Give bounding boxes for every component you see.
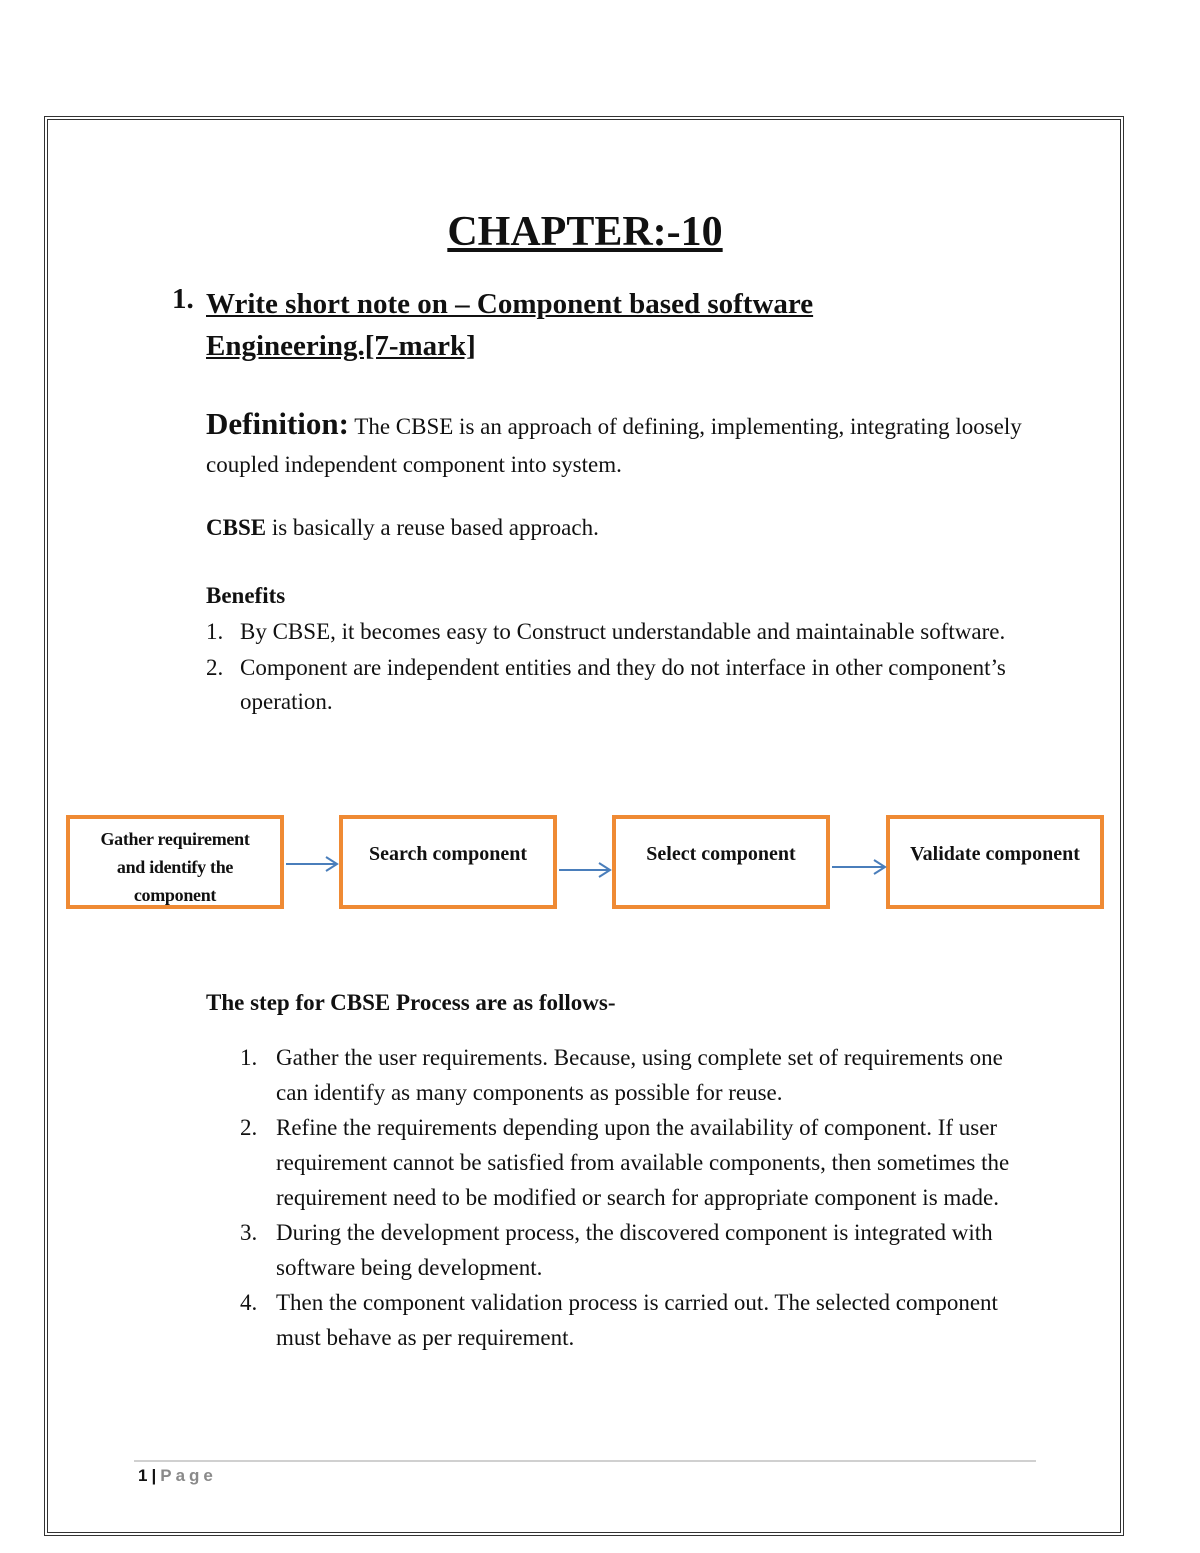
definition-text: The CBSE is an approach of defining, implementing, integrating loosely coupled independent component into system.: [206, 414, 1022, 477]
definition-label: Definition:: [206, 406, 349, 441]
flow-box-line: Search component: [369, 843, 527, 865]
benefit-number: 2.: [206, 655, 224, 680]
arrow-right-icon: [557, 858, 613, 882]
flow-box-line: component: [133, 885, 217, 905]
flow-box-line: Validate component: [910, 843, 1080, 865]
flow-box-validate: [886, 815, 1104, 909]
steps-list: [240, 1040, 1030, 1355]
benefit-text: By CBSE, it becomes easy to Construct understandable and maintainable software.: [240, 619, 1006, 644]
page-number: 1: [138, 1466, 148, 1485]
flow-box-line: Select component: [646, 843, 796, 865]
arrow-right-icon: [830, 855, 888, 879]
step-number: 2.: [240, 1115, 258, 1140]
step-number: 4.: [240, 1290, 258, 1315]
step-text: Then the component validation process is carried out. The selected component must behave as per requirement.: [276, 1290, 998, 1350]
step-item: [240, 1040, 1030, 1110]
reuse-bold-term: CBSE: [206, 515, 267, 540]
flow-box-search: [339, 815, 557, 909]
step-number: 3.: [240, 1220, 258, 1245]
flow-box-line: Gather requirement: [100, 829, 250, 849]
definition-paragraph: [206, 405, 1026, 484]
page-separator: |: [151, 1466, 157, 1485]
reuse-text: is basically a reuse based approach.: [266, 515, 599, 540]
steps-heading: The step for CBSE Process are as follows-: [206, 990, 616, 1015]
benefits-list: [206, 615, 1066, 721]
benefits-heading: Benefits: [206, 583, 286, 608]
step-text: Refine the requirements depending upon the availability of component. If user requirement cannot be satisfied from available components, then sometimes the requirement need to be modified or search for appropriate component is made.: [276, 1115, 1010, 1210]
question-text: Write short note on – Component based software Engineering.[7-mark]: [206, 288, 814, 362]
page-word: Page: [160, 1466, 217, 1485]
step-text: Gather the user requirements. Because, using complete set of requirements one can identify as many components as possible for reuse.: [276, 1045, 1003, 1105]
reuse-paragraph: [206, 515, 599, 541]
step-number: 1.: [240, 1045, 258, 1070]
page-footer: [138, 1466, 217, 1486]
question-number: 1.: [172, 283, 194, 315]
flow-box-line: and identify the: [116, 857, 234, 877]
footer-divider: [134, 1460, 1036, 1462]
benefit-item: [206, 651, 1066, 719]
step-text: During the development process, the discovered component is integrated with software being development.: [276, 1220, 993, 1280]
benefit-text: Component are independent entities and they do not interface in other component’s operation.: [240, 655, 1006, 714]
arrow-right-icon: [284, 852, 340, 876]
benefit-item: [206, 615, 1066, 649]
flow-box-select: [612, 815, 830, 909]
step-item: [240, 1215, 1030, 1285]
flow-box-gather: [66, 815, 284, 909]
chapter-title: CHAPTER:-10: [447, 209, 723, 255]
step-item: [240, 1110, 1030, 1215]
benefit-number: 1.: [206, 619, 224, 644]
step-item: [240, 1285, 1030, 1355]
